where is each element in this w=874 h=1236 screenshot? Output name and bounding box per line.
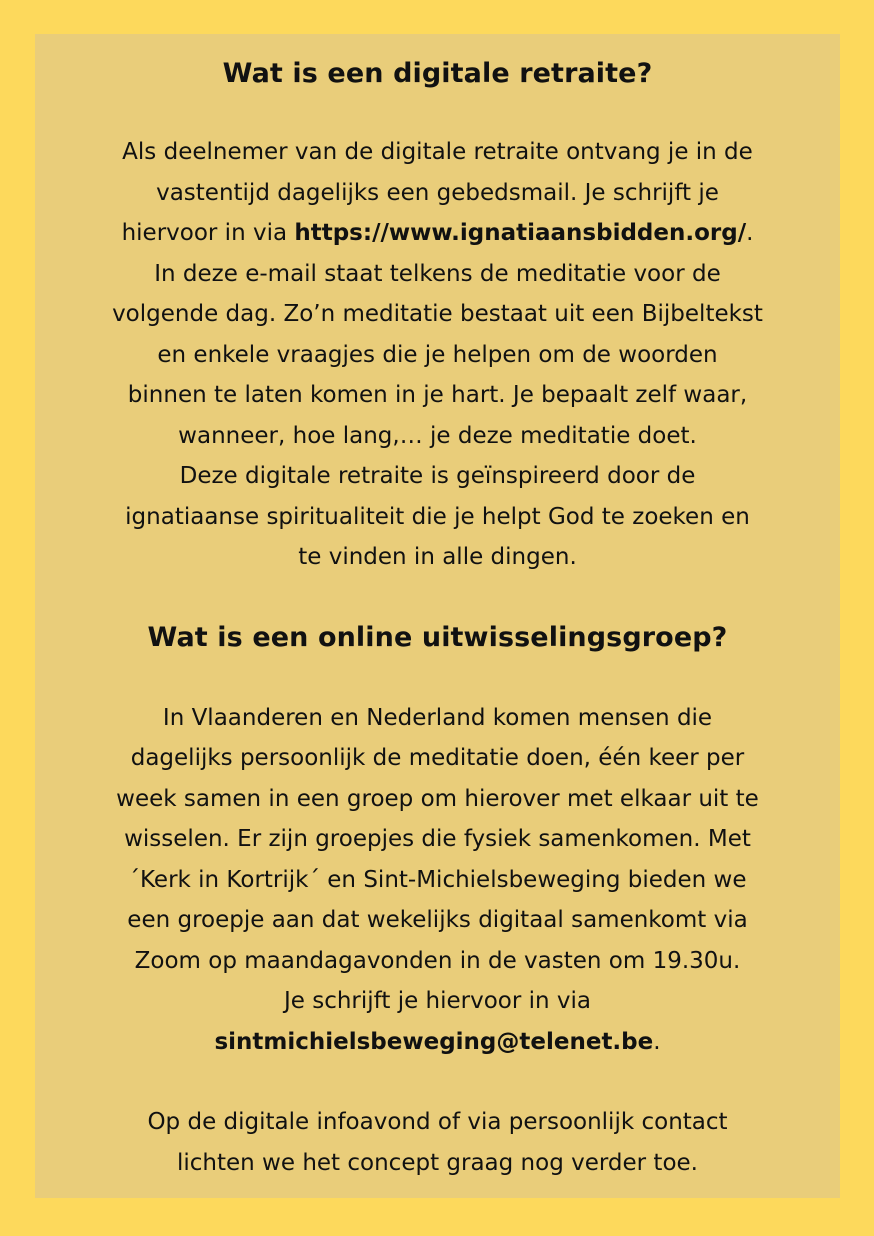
text-fragment: . <box>746 220 754 246</box>
email-link[interactable]: sintmichielsbeweging@telenet.be <box>214 1028 654 1055</box>
text-line: een groepje aan dat wekelijks digitaal samenkomt via <box>127 907 748 933</box>
paragraph-infoavond <box>57 1102 818 1183</box>
text-fragment: hiervoor in via <box>121 220 295 246</box>
heading-digitale-retraite: Wat is een digitale retraite? <box>222 58 653 89</box>
text-line: ´Kerk in Kortrijk´ en Sint-Michielsbeweging bieden we <box>128 866 747 893</box>
text-line-with-link <box>57 213 818 254</box>
text-line: en enkele vraagjes die je helpen om de woorden <box>157 341 718 368</box>
text-line: Als deelnemer van de digitale retraite ontvang je in de <box>122 139 753 165</box>
paragraph-uitwisselingsgroep <box>57 698 818 1063</box>
website-link[interactable]: https://www.ignatiaansbidden.org/ <box>294 220 747 246</box>
text-line-with-email <box>57 1022 818 1063</box>
text-line: vastentijd dagelijks een gebedsmail. Je schrijft je <box>156 179 719 206</box>
text-line: In deze e-mail staat telkens de meditatie voor de <box>154 260 721 287</box>
text-line: dagelijks persoonlijk de meditatie doen, één keer per <box>130 745 745 771</box>
text-line: lichten we het concept graag nog verder toe. <box>176 1149 698 1176</box>
text-line: ignatiaanse spiritualiteit die je helpt God te zoeken en <box>125 503 750 530</box>
text-line: wanneer, hoe lang,… je deze meditatie doet. <box>178 422 697 449</box>
text-line: volgende dag. Zo’n meditatie bestaat uit een Bijbeltekst <box>112 301 763 327</box>
text-line: In Vlaanderen en Nederland komen mensen die <box>162 704 713 731</box>
text-line: Deze digitale retraite is geïnspireerd door de <box>179 463 696 489</box>
heading-online-uitwisselingsgroep: Wat is een online uitwisselingsgroep? <box>147 621 728 653</box>
paragraph-digitale-retraite <box>57 132 818 578</box>
text-fragment: . <box>653 1028 661 1055</box>
text-line: Zoom op maandagavonden in de vasten om 19.30u. <box>134 947 741 974</box>
text-line: Je schrijft je hiervoor in via <box>283 988 592 1014</box>
text-line: week samen in een groep om hierover met elkaar uit te <box>116 785 759 812</box>
text-line: te vinden in alle dingen. <box>298 544 577 570</box>
text-line: wisselen. Er zijn groepjes die fysiek samenkomen. Met <box>124 826 751 852</box>
text-line: Op de digitale infoavond of via persoonlijk contact <box>147 1109 728 1135</box>
text-line: binnen te laten komen in je hart. Je bepaalt zelf waar, <box>127 382 748 408</box>
content-panel <box>35 34 840 1198</box>
